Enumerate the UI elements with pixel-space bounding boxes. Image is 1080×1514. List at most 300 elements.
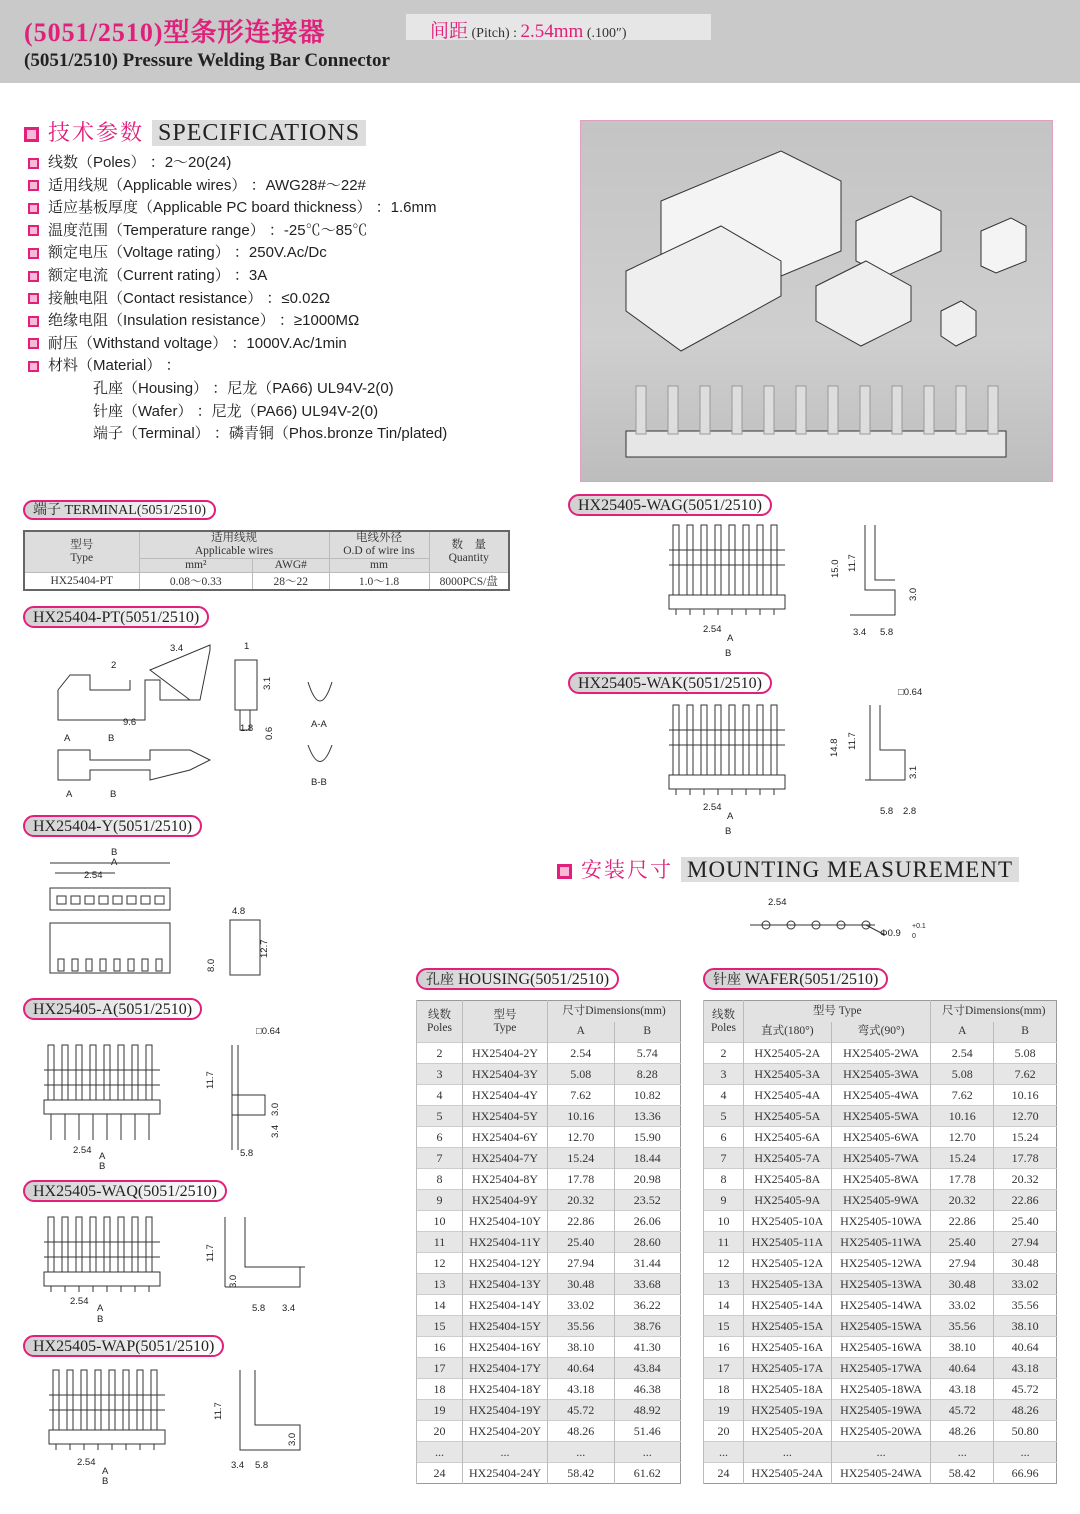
table-cell: 5.08 [994,1043,1057,1064]
table-cell: HX25405-7WA [831,1148,931,1169]
table-cell: 48.26 [548,1421,615,1442]
table-cell: HX25405-10WA [831,1211,931,1232]
table-cell: HX25405-14A [744,1295,832,1316]
table-cell: 40.64 [931,1358,994,1379]
table-cell: HX25405-7A [744,1148,832,1169]
table-row [704,1085,1057,1106]
table-cell: 17 [704,1358,744,1379]
dimension-label: 2.54 [73,1145,92,1156]
table-cell: HX25405-18A [744,1379,832,1400]
table-cell: 50.80 [994,1421,1057,1442]
table-cell: HX25404-14Y [463,1295,548,1316]
table-cell: HX25405-19WA [831,1400,931,1421]
wap-section-label: HX25405-WAP(5051/2510) [23,1335,224,1357]
page-title: (5051/2510)型条形连接器 [24,18,326,47]
dimension-label: 3.0 [287,1432,298,1446]
table-cell: 28.60 [614,1232,681,1253]
table-cell: 2 [417,1043,463,1064]
table-cell: 17.78 [994,1148,1057,1169]
table-cell: 58.42 [931,1463,994,1484]
table-cell: HX25405-17WA [831,1358,931,1379]
table-cell: 18.44 [614,1148,681,1169]
dimension-label: □0.64 [256,1026,281,1037]
table-cell: 31.44 [614,1253,681,1274]
dimension-label: 11.7 [847,732,858,750]
table-cell: HX25404-17Y [463,1358,548,1379]
table-row [704,1253,1057,1274]
square-bullet-icon [28,158,39,169]
spec-item: 接触电阻（Contact resistance） ：≤0.02Ω [28,288,447,311]
table-row [704,1274,1057,1295]
table-cell: HX25405-2A [744,1043,832,1064]
table-cell: HX25405-12WA [831,1253,931,1274]
dimension-label: 8.0 [206,958,217,972]
table-cell: 23.52 [614,1190,681,1211]
table-cell: 16 [704,1337,744,1358]
table-cell: 24 [704,1463,744,1484]
square-bullet-icon [28,271,39,282]
table-cell: HX25404-4Y [463,1085,548,1106]
pitch-colon: : [513,26,518,41]
table-cell: 43.18 [931,1379,994,1400]
table-row [417,1232,681,1253]
pitch-value: 2.54mm [520,21,584,42]
table-cell: ... [417,1442,463,1463]
square-bullet-icon [28,203,39,214]
th-mm2: mm² [139,559,253,573]
connectors-illustration [581,121,1054,483]
table-cell: 35.56 [548,1316,615,1337]
dimension-label: 2.8 [903,806,917,817]
dimension-label: 3.0 [270,1102,281,1116]
table-cell: HX25405-11A [744,1232,832,1253]
table-cell: HX25405-14WA [831,1295,931,1316]
dimension-label: 11.7 [205,1244,216,1262]
table-cell: 51.46 [614,1421,681,1442]
table-cell: 5.08 [931,1064,994,1085]
dimension-label: 3.1 [262,676,273,690]
housing-table: 线数 Poles 型号 Type 尺寸Dimensions(mm) A B 2 HX25404-2Y 2.54 5.74 3 HX25404-3Y 5.08 8.28 4 HX25404-4Y 7.62 10.82 5 HX25404-5Y 10.16 13.36 6 HX25404-6Y 12.70 15.90 7 HX25404-7Y 15.24 18.44 8 HX25404-8Y 17.78 20.98 9 HX25404-9Y 20.32 23.52 10 HX25404-10Y 22.86 26.06 11 HX25404-11Y 25.40 28.60 12 HX25404-12Y 27.94 31.44 13 HX25404-13Y 30.48 33.68 14 HX25404-14Y 33.02 36.22 15 HX25404-15Y 35.56 38.76 16 HX25404-16Y 38.10 41.30 17 HX25404-17Y 40.64 43.84 18 HX25404-18Y 43.18 46.38 19 HX25404-19Y 45.72 48.92 20 HX25404-20Y 48.26 51.46 ... ... ... ... 24 HX25404-24Y 58.42 61.62 [416,1000,681,1484]
table-cell: 2.54 [931,1043,994,1064]
table-row [417,1085,681,1106]
table-cell: 7 [704,1148,744,1169]
mounting-heading [557,854,1019,884]
dimension-label: A [727,633,734,644]
table-row [704,1358,1057,1379]
table-row [704,1295,1057,1316]
table-row [704,1463,1057,1484]
dimension-label: A [102,1466,109,1477]
specs-list [28,152,447,446]
table-cell: HX25405-10A [744,1211,832,1232]
table-cell: HX25405-24A [744,1463,832,1484]
table-cell: HX25405-8A [744,1169,832,1190]
table-row [417,1421,681,1442]
table-row [417,1442,681,1463]
table-cell: 33.02 [994,1274,1057,1295]
table-row [704,1043,1057,1064]
table-row [417,1043,681,1064]
table-cell: HX25404-19Y [463,1400,548,1421]
dimension-label: 12.7 [259,939,270,958]
table-cell: 14 [704,1295,744,1316]
dimension-label: □0.64 [898,687,923,698]
pitch-label: 间距 [430,21,469,42]
spec-item: 线数（Poles） ：2～20(24) [28,152,447,175]
table-cell: 38.10 [994,1316,1057,1337]
table-cell: 22.86 [994,1190,1057,1211]
table-cell: HX25405-3A [744,1064,832,1085]
table-cell: 5.08 [548,1064,615,1085]
waq-section-label: HX25405-WAQ(5051/2510) [23,1180,227,1202]
dimension-label: A [66,789,73,800]
table-cell: 17.78 [931,1169,994,1190]
table-cell: 10 [417,1211,463,1232]
table-cell: 7.62 [931,1085,994,1106]
table-row [417,1316,681,1337]
table-row [417,1463,681,1484]
table-cell: 10.16 [548,1106,615,1127]
table-cell: 24 [417,1463,463,1484]
table-row [417,1295,681,1316]
table-row [704,1316,1057,1337]
table-cell: 45.72 [994,1379,1057,1400]
table-cell: 25.40 [994,1211,1057,1232]
table-cell: ... [548,1442,615,1463]
table-cell: 13.36 [614,1106,681,1127]
table-cell: 3 [704,1064,744,1085]
table-cell: 35.56 [931,1316,994,1337]
table-cell: 61.62 [614,1463,681,1484]
spec-item: 温度范围（Temperature range） ：-25℃～85℃ [28,220,447,243]
table-cell: 5.74 [614,1043,681,1064]
square-bullet-icon [28,361,39,372]
th-type: 型号 Type [24,531,139,573]
a-section-label: HX25405-A(5051/2510) [23,998,202,1020]
dimension-label: B [725,826,732,837]
table-cell: 13 [417,1274,463,1295]
table-cell: 43.18 [994,1358,1057,1379]
dimension-label: 3.1 [908,765,919,779]
dimension-label: 11.7 [205,1071,216,1089]
housing-drawing [45,858,285,983]
table-cell: 10.16 [931,1106,994,1127]
table-cell: 12 [704,1253,744,1274]
table-cell: HX25404-12Y [463,1253,548,1274]
table-cell: HX25405-12A [744,1253,832,1274]
table-cell: HX25404-16Y [463,1337,548,1358]
table-cell: HX25405-11WA [831,1232,931,1253]
dimension-label: 2.54 [84,870,103,881]
mount-heading-en: MOUNTING MEASUREMENT [681,857,1019,882]
table-cell: 27.94 [994,1232,1057,1253]
y-section-label: HX25404-Y(5051/2510) [23,815,202,837]
pitch-en: (Pitch) [471,26,510,41]
table-row [704,1337,1057,1358]
spec-item: 适用线规（Applicable wires） ：AWG28#～22# [28,175,447,198]
table-cell: 30.48 [994,1253,1057,1274]
table-cell: 14 [417,1295,463,1316]
specs-heading-en: SPECIFICATIONS [152,120,366,146]
table-cell: 19 [417,1400,463,1421]
dimension-label: 3.4 [170,643,184,654]
table-cell: 16 [417,1337,463,1358]
table-cell: HX25404-20Y [463,1421,548,1442]
page-subtitle: (5051/2510) Pressure Welding Bar Connector [24,50,390,71]
table-cell: HX25405-24WA [831,1463,931,1484]
table-cell: ... [744,1442,832,1463]
table-cell: 43.18 [548,1379,615,1400]
table-cell: HX25405-5A [744,1106,832,1127]
dimension-label: 4.8 [232,906,246,917]
table-row [417,1211,681,1232]
table-row [704,1421,1057,1442]
table-cell: 8 [704,1169,744,1190]
table-cell: 26.06 [614,1211,681,1232]
table-cell: 38.76 [614,1316,681,1337]
table-cell: 22.86 [931,1211,994,1232]
table-cell: 45.72 [548,1400,615,1421]
table-row [704,1211,1057,1232]
table-cell: 20 [417,1421,463,1442]
terminal-table [23,530,510,591]
dimension-label: 14.8 [829,738,840,757]
pitch-inch: (.100″) [586,26,627,41]
table-cell: HX25404-9Y [463,1190,548,1211]
table-cell: 41.30 [614,1337,681,1358]
table-cell: 6 [417,1127,463,1148]
wak-section-label: HX25405-WAK(5051/2510) [568,672,772,694]
dimension-label: 15.0 [830,559,841,578]
table-cell: 2 [704,1043,744,1064]
dimension-label: 0 [912,933,916,940]
square-bullet-icon [28,338,39,349]
table-cell: HX25404-3Y [463,1064,548,1085]
table-cell: ... [994,1442,1057,1463]
table-cell: 8 [417,1169,463,1190]
dimension-label: Φ0.9 [880,928,901,939]
dimension-label: 3.0 [908,587,919,601]
wafer-table: 线数 Poles 型号 Type 尺寸Dimensions(mm) 直式(180°) 弯式(90°) A B 2 HX25405-2A HX25405-2WA 2.54 5.08 3 HX25405-3A HX25405-3WA 5.08 7.62 4 HX25405-4A HX25405-4WA 7.62 10.16 5 HX25405-5A HX25405-5WA 10.16 12.70 6 HX25405-6A HX25405-6WA 12.70 15.24 7 HX25405-7A HX25405-7WA 15.24 17.78 8 HX25405-8A HX25405-8WA 17.78 20.32 9 HX25405-9A HX25405-9WA 20.32 22.86 10 HX25405-10A HX25405-10WA 22.86 25.40 11 HX25405-11A HX25405-11WA 25.40 27.94 12 HX25405-12A HX25405-12WA 27.94 30.48 13 HX25405-13A HX25405-13WA 30.48 33.02 14 HX25405-14A HX25405-14WA 33.02 35.56 15 HX25405-15A HX25405-15WA 35.56 38.10 16 HX25405-16A HX25405-16WA 38.10 40.64 17 HX25405-17A HX25405-17WA 40.64 43.18 18 HX25405-18A HX25405-18WA 43.18 45.72 19 HX25405-19A HX25405-19WA 45.72 48.26 20 HX25405-20A HX25405-20WA 48.26 50.80 ... ... ... ... ... 24 HX25405-24A HX25405-24WA 58.42 66.96 [703,1000,1057,1484]
table-cell: HX25405-3WA [831,1064,931,1085]
wafer-section-label: 针座 WAFER(5051/2510) [703,968,888,990]
table-row [417,1190,681,1211]
dimension-label: 5.8 [240,1148,254,1159]
table-cell: HX25404-15Y [463,1316,548,1337]
dimension-label: 1.8 [240,723,254,734]
table-row [417,1379,681,1400]
table-cell: 13 [704,1274,744,1295]
dimension-label: 2.54 [703,624,722,635]
table-cell: 15.24 [994,1127,1057,1148]
table-row [417,1253,681,1274]
table-cell: 33.68 [614,1274,681,1295]
dimension-label: 5.8 [255,1460,269,1471]
table-cell: ... [831,1442,931,1463]
table-row [704,1106,1057,1127]
dimension-label: 1 [244,641,250,652]
table-cell: 3 [417,1064,463,1085]
dimension-label: B [99,1161,106,1172]
dimension-label: A [727,811,734,822]
material-item: 端子（Terminal） ：磷青铜（Phos.bronze Tin/plated) [93,425,448,443]
dimension-label: 2.54 [768,897,787,908]
th-mm: mm [329,559,429,573]
table-row [704,1064,1057,1085]
table-cell: 4 [704,1085,744,1106]
table-cell: 15 [417,1316,463,1337]
table-cell: ... [931,1442,994,1463]
table-cell: 19 [704,1400,744,1421]
table-cell: HX25405-2WA [831,1043,931,1064]
housing-section-label: 孔座 HOUSING(5051/2510) [416,968,619,990]
dimension-label: B [111,847,118,858]
table-cell: HX25405-6A [744,1127,832,1148]
table-cell: 27.94 [548,1253,615,1274]
dimension-label: 5.8 [252,1303,266,1314]
table-row [417,1274,681,1295]
table-cell: HX25405-16A [744,1337,832,1358]
table-cell: HX25405-20WA [831,1421,931,1442]
table-cell: 8.28 [614,1064,681,1085]
spec-item: 额定电流（Current rating） ：3A [28,265,447,288]
table-cell: 45.72 [931,1400,994,1421]
table-cell: 12.70 [994,1106,1057,1127]
table-cell: HX25405-9A [744,1190,832,1211]
table-cell: 9 [417,1190,463,1211]
table-cell: HX25405-19A [744,1400,832,1421]
table-cell: 6 [704,1127,744,1148]
terminal-section-label [23,500,216,520]
table-cell: 12.70 [548,1127,615,1148]
dimension-label: 9.6 [123,717,137,728]
dimension-label: A-A [311,719,327,730]
table-cell: 43.84 [614,1358,681,1379]
dimension-label: B [102,1476,109,1487]
table-cell: 9 [704,1190,744,1211]
table-cell: 10.82 [614,1085,681,1106]
table-cell: 10.16 [994,1085,1057,1106]
th-qty: 数 量 Quantity [429,531,509,573]
table-cell: HX25405-4WA [831,1085,931,1106]
table-cell: 17 [417,1358,463,1379]
product-photo [580,120,1053,482]
table-cell: 7.62 [994,1064,1057,1085]
table-row [704,1190,1057,1211]
table-cell: 15.24 [548,1148,615,1169]
table-row [417,1064,681,1085]
dimension-label: 0.6 [264,726,275,740]
table-cell: HX25404-18Y [463,1379,548,1400]
table-cell: 7 [417,1148,463,1169]
table-cell: 18 [704,1379,744,1400]
table-cell: 2.54 [548,1043,615,1064]
table-cell: 66.96 [994,1463,1057,1484]
square-bullet-icon [28,225,39,236]
table-cell: HX25405-4A [744,1085,832,1106]
specs-heading-cn: 技术参数 [48,121,145,146]
dimension-label: 2.54 [70,1296,89,1307]
table-cell: 5 [417,1106,463,1127]
table-cell: 27.94 [931,1253,994,1274]
table-cell: 40.64 [548,1358,615,1379]
square-bullet-icon [28,248,39,259]
table-cell: 33.02 [548,1295,615,1316]
table-cell: 12.70 [931,1127,994,1148]
dimension-label: B [97,1314,104,1325]
table-cell: 46.38 [614,1379,681,1400]
table-cell: HX25404-8Y [463,1169,548,1190]
table-cell: HX25405-9WA [831,1190,931,1211]
table-cell: 20.98 [614,1169,681,1190]
table-cell: HX25404-24Y [463,1463,548,1484]
table-row [417,1400,681,1421]
table-cell: 7.62 [548,1085,615,1106]
dimension-label: B-B [311,777,327,788]
dimension-label: B [110,789,117,800]
dimension-label: 2.54 [703,802,722,813]
square-bullet-icon [24,127,39,142]
spec-item: 适应基板厚度（Applicable PC board thickness） ：1.6mm [28,197,447,220]
table-row: HX25404-PT 0.08～0.33 28～22 1.0～1.8 8000PCS/盘 [24,573,509,591]
table-cell: 58.42 [548,1463,615,1484]
table-cell: HX25405-5WA [831,1106,931,1127]
table-cell: 15 [704,1316,744,1337]
square-bullet-icon [28,293,39,304]
table-cell: 35.56 [994,1295,1057,1316]
table-cell: 12 [417,1253,463,1274]
table-cell: 15.90 [614,1127,681,1148]
table-row [704,1232,1057,1253]
table-cell: ... [704,1442,744,1463]
table-row [417,1337,681,1358]
table-cell: 20.32 [994,1169,1057,1190]
table-cell: HX25405-13A [744,1274,832,1295]
table-cell: 38.10 [548,1337,615,1358]
dimension-label: 2.54 [77,1457,96,1468]
dimension-label: 3.4 [231,1460,245,1471]
table-row [704,1442,1057,1463]
table-cell: 20 [704,1421,744,1442]
specs-heading [24,116,366,147]
table-cell: HX25405-18WA [831,1379,931,1400]
table-cell: HX25405-13WA [831,1274,931,1295]
table-row [417,1106,681,1127]
table-cell: HX25405-8WA [831,1169,931,1190]
table-cell: 4 [417,1085,463,1106]
table-row [417,1148,681,1169]
dimension-label: 5.8 [880,627,894,638]
table-row [704,1379,1057,1400]
table-cell: 5 [704,1106,744,1127]
table-cell: 11 [704,1232,744,1253]
table-cell: 20.32 [548,1190,615,1211]
table-cell: HX25405-20A [744,1421,832,1442]
dimension-label: 3.4 [853,627,867,638]
table-cell: 30.48 [931,1274,994,1295]
mount-heading-cn: 安装尺寸 [581,858,673,882]
table-cell: 36.22 [614,1295,681,1316]
wag-section-label: HX25405-WAG(5051/2510) [568,494,772,516]
square-bullet-icon [28,316,39,327]
table-cell: 11 [417,1232,463,1253]
spec-item: 额定电压（Voltage rating） ：250V.Ac/Dc [28,242,447,265]
table-cell: HX25405-15WA [831,1316,931,1337]
table-cell: 48.26 [931,1421,994,1442]
table-cell: HX25405-15A [744,1316,832,1337]
table-cell: HX25405-17A [744,1358,832,1379]
table-cell: 33.02 [931,1295,994,1316]
